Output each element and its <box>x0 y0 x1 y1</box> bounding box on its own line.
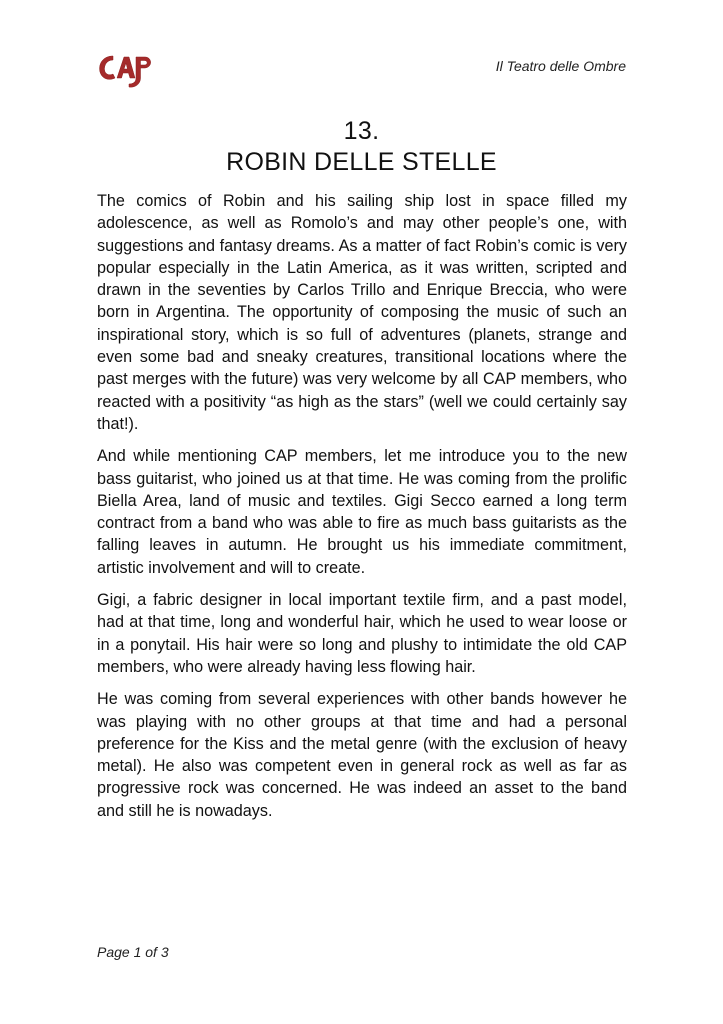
running-header-title: Il Teatro delle Ombre <box>495 58 626 74</box>
body-text <box>97 190 627 832</box>
paragraph: He was coming from several experiences with other bands however he was playing with no other groups at that time and had a personal preference for the Kiss and the metal genre (with the exclusion of heavy metal). He also was competent even in general rock as well as far as progressive rock was concerned. He was indeed an asset to the band and still he is nowadays. <box>97 690 627 820</box>
paragraph: The comics of Robin and his sailing ship lost in space filled my adolescence, as well as Romolo’s and may other people’s one, with suggestions and fantasy dreams. As a matter of fact Robin’s comic is very popular especially in the Latin America, as it was written, scripted and drawn in the seventies by Carlos Trillo and Enrique Breccia, who were born in Argentina. The opportunity of composing the music of such an inspirational story, which is so full of adventures (planets, strange and even some bad and sneaky creatures, transitional locations where the past merges with the future) was very welcome by all CAP members, who reacted with a positivity “as high as the stars” (well we could certainly say that!). <box>97 192 627 433</box>
chapter-title: ROBIN DELLE STELLE <box>226 148 497 176</box>
paragraph: And while mentioning CAP members, let me introduce you to the new bass guitarist, who joined us at that time. He was coming from the prolific Biella Area, land of music and textiles. Gigi Secco earned a long term contract from a band who was able to fire as much bass guitarists as the falling leaves in autumn. He brought us his immediate commitment, artistic involvement and will to create. <box>97 447 627 577</box>
cap-logo <box>95 48 157 92</box>
paragraph: Gigi, a fabric designer in local important textile firm, and a past model, had at that time, long and wonderful hair, which he used to wear loose or in a ponytail. His hair were so long and plushy to intimidate the old CAP members, who were already having less flowing hair. <box>97 591 627 676</box>
page-number-footer: Page 1 of 3 <box>97 944 169 960</box>
chapter-number: 13. <box>343 117 380 145</box>
